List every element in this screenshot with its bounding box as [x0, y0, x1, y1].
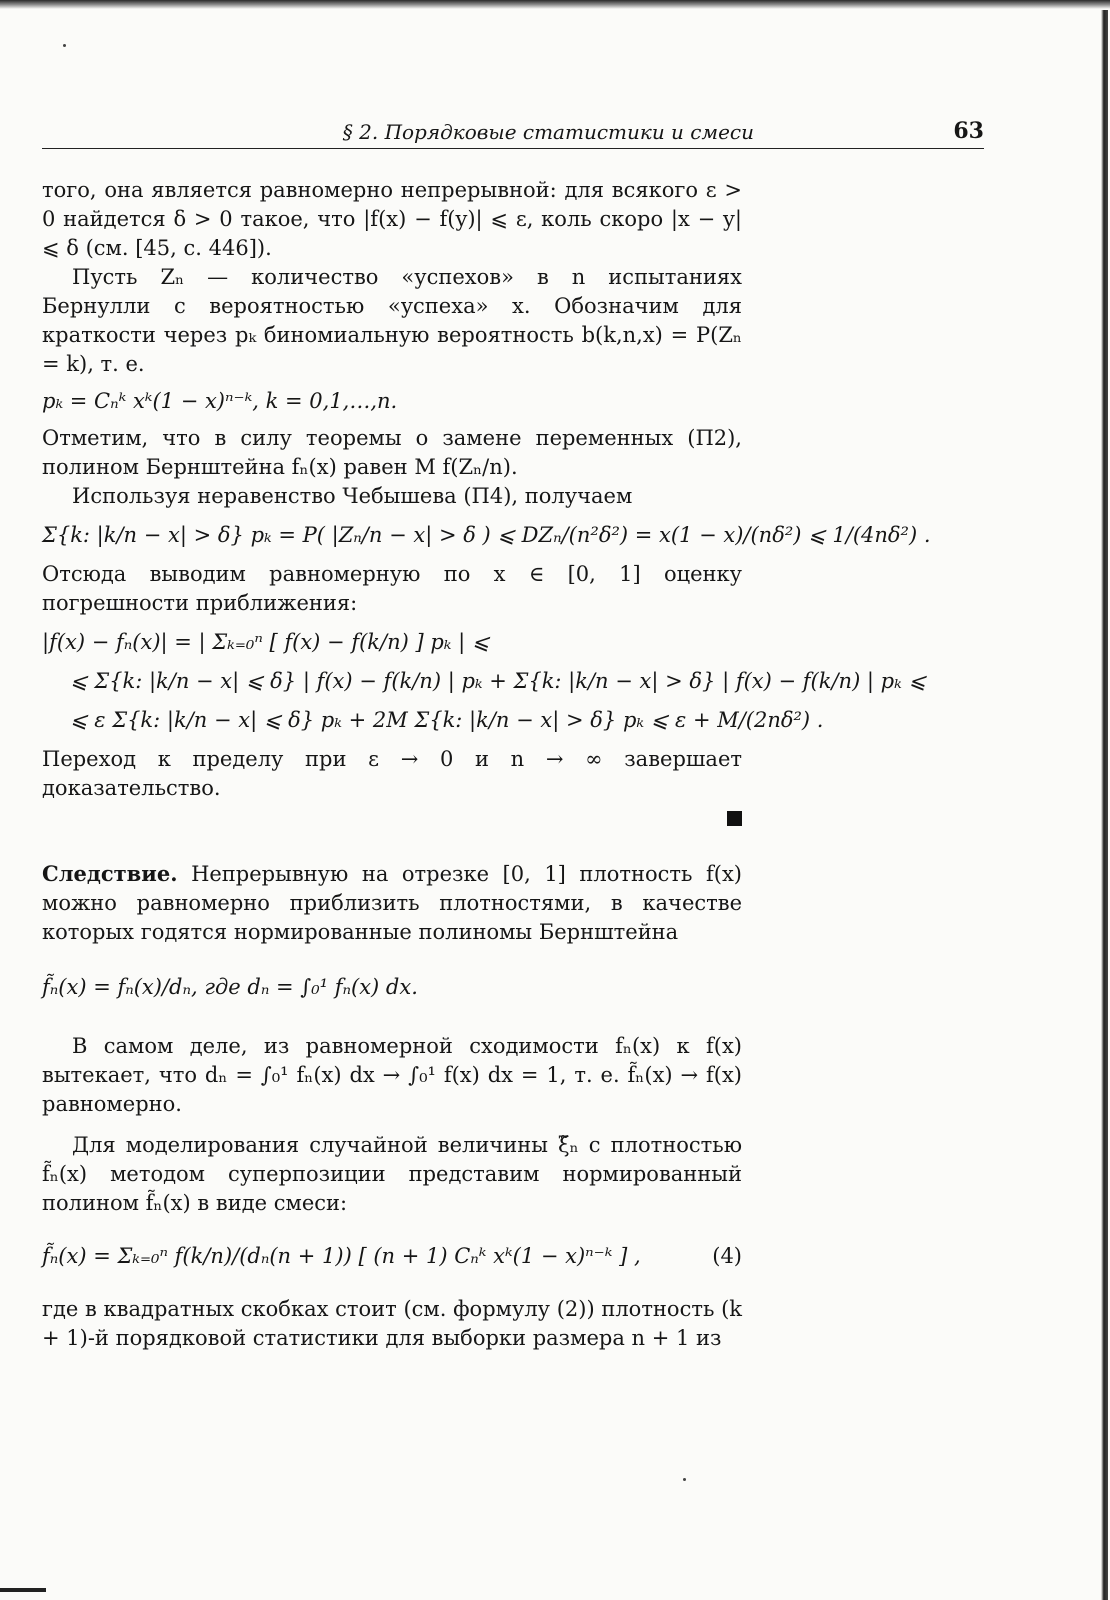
formula-error-estimate-line-2: ⩽ Σ{k: |k/n − x| ⩽ δ} | f(x) − f(k/n) | pₖ + Σ{k: |k/n − x| > δ} | f(x) − f(k/n) | pₖ ⩽	[70, 669, 927, 693]
paragraph: того, она является равномерно непрерывной: для всякого ε > 0 найдется δ > 0 такое, что |f(x) − f(y)| ⩽ ε, коль скоро |x − y| ⩽ δ (см. [45, с. 446]).	[42, 178, 742, 260]
scan-right-edge	[1101, 10, 1108, 1600]
equation-number: (4)	[712, 1244, 742, 1268]
paragraph: Для моделирования случайной величины ξ̃ₙ с плотностью f̃ₙ(x) методом суперпозиции представим нормированный полином f̃ₙ(x) в виде смеси:	[42, 1133, 742, 1215]
formula-error-estimate-line-1: |f(x) − fₙ(x)| = | Σₖ₌₀ⁿ [ f(x) − f(k/n) ] pₖ | ⩽	[42, 630, 490, 654]
book-page	[42, 118, 984, 1350]
qed-square-icon	[727, 811, 742, 826]
scan-speck	[63, 44, 66, 47]
page-number: 63	[953, 118, 984, 144]
scan-top-edge	[0, 0, 1110, 9]
running-title: § 2. Порядковые статистики и смеси	[342, 120, 754, 144]
page-body	[42, 176, 931, 1353]
paragraph: Пусть Zₙ — количество «успехов» в n испытаниях Бернулли с вероятностью «успеха» x. Обозначим для краткости через pₖ биномиальную вероятность b(k,n,x) = P(Zₙ = k), т. е.	[42, 265, 742, 376]
paragraph: Используя неравенство Чебышева (П4), получаем	[72, 484, 633, 508]
formula-error-estimate-line-3: ⩽ ε Σ{k: |k/n − x| ⩽ δ} pₖ + 2M Σ{k: |k/n − x| > δ} pₖ ⩽ ε + M/(2nδ²) .	[70, 708, 824, 732]
formula-binomial-probability: pₖ = Cₙᵏ xᵏ(1 − x)ⁿ⁻ᵏ, k = 0,1,…,n.	[42, 389, 398, 413]
qed-row	[42, 803, 742, 837]
paragraph: Переход к пределу при ε → 0 и n → ∞ завершает доказательство.	[42, 747, 742, 800]
scan-corner-mark	[0, 1588, 46, 1592]
paragraph: где в квадратных скобках стоит (см. формулу (2)) плотность (k + 1)-й порядковой статистики для выборки размера n + 1 из	[42, 1297, 742, 1350]
formula-mixture: f̃ₙ(x) = Σₖ₌₀ⁿ f(k/n)/(dₙ(n + 1)) [ (n + 1) Cₙᵏ xᵏ(1 − x)ⁿ⁻ᵏ ] ,	[42, 1244, 641, 1268]
paragraph: В самом деле, из равномерной сходимости fₙ(x) к f(x) вытекает, что dₙ = ∫₀¹ fₙ(x) dx → ∫₀¹ f(x) dx = 1, т. е. f̃ₙ(x) → f(x) равномерно.	[42, 1034, 742, 1116]
formula-chebyshev-bound: Σ{k: |k/n − x| > δ} pₖ = P( |Zₙ/n − x| > δ ) ⩽ DZₙ/(n²δ²) = x(1 − x)/(nδ²) ⩽ 1/(4nδ²) .	[42, 523, 931, 547]
running-head	[42, 118, 984, 149]
paragraph: Отметим, что в силу теоремы о замене переменных (П2), полином Бернштейна fₙ(x) равен M f(Zₙ/n).	[42, 426, 742, 479]
corollary-label: Следствие.	[42, 861, 178, 886]
paragraph-corollary	[42, 859, 742, 947]
formula-normalized-polynomial: f̃ₙ(x) = fₙ(x)/dₙ, где dₙ = ∫₀¹ fₙ(x) dx.	[42, 975, 418, 999]
scan-speck	[683, 1478, 686, 1481]
corollary-text: Непрерывную на отрезке [0, 1] плотность f(x) можно равномерно приблизить плотностями, в качестве которых годятся нормированные полиномы Бернштейна	[42, 862, 742, 944]
paragraph: Отсюда выводим равномерную по x ∈ [0, 1] оценку погрешности приближения:	[42, 562, 742, 615]
formula-mixture-row	[42, 1242, 742, 1271]
